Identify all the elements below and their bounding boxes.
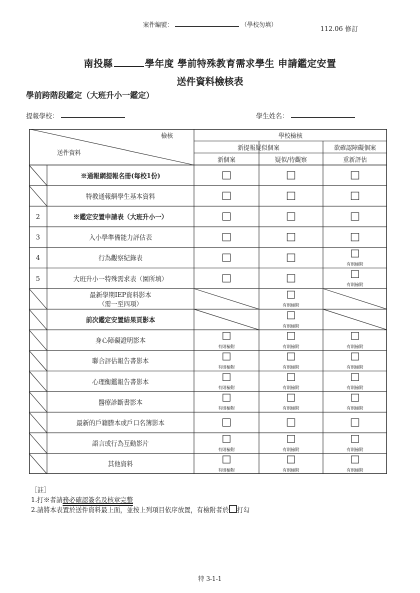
checkbox[interactable]	[223, 233, 231, 241]
attach-if-available-label: 有則檢附	[346, 282, 364, 288]
attach-if-available-label: 有則檢附	[282, 323, 300, 329]
row-number: 3	[35, 233, 41, 242]
row-document-name: 最新學期IEP資料影本	[89, 291, 152, 299]
checkbox[interactable]	[351, 435, 358, 442]
case-number-note: （學校勿填）	[241, 22, 278, 29]
form-title	[0, 56, 420, 70]
stage-heading: 學前跨階段鑑定（大班升小一鑑定）	[26, 90, 154, 100]
checkbox[interactable]	[223, 435, 230, 442]
checkbox[interactable]	[287, 394, 294, 401]
checkbox[interactable]	[287, 213, 295, 221]
notes-heading: ［註］	[31, 486, 51, 494]
row-document-name: 其他資料	[107, 461, 134, 469]
school-label: 提報學校：	[26, 112, 59, 120]
row-number-slash	[29, 330, 47, 351]
row-document-name: 行為觀察紀錄表	[98, 255, 143, 263]
attach-if-available-label: 有則檢附	[282, 343, 300, 349]
attach-if-available-label: 有則檢附	[218, 364, 235, 370]
checkbox[interactable]	[287, 254, 295, 262]
attach-if-available-label: 有則檢附	[282, 364, 300, 370]
revision-label: 112.06 修訂	[320, 25, 358, 33]
checkbox[interactable]	[223, 374, 230, 381]
checkbox[interactable]	[223, 353, 230, 360]
row-number-slash	[29, 412, 47, 433]
row-number-slash	[29, 433, 47, 454]
note-1	[31, 495, 250, 505]
row-document-name: 身心障礙證明影本	[95, 337, 146, 345]
attach-if-available-label: 有則檢附	[218, 405, 235, 411]
header-school-check: 學校檢核	[278, 133, 303, 140]
checkbox[interactable]	[351, 353, 358, 360]
row-document-note: （需一至四項）	[98, 300, 143, 308]
attach-if-available-label: 有則檢附	[346, 364, 364, 370]
checkbox[interactable]	[223, 172, 231, 180]
attach-if-available-label: 有則檢附	[346, 446, 364, 452]
checkbox[interactable]	[287, 374, 294, 381]
checkbox[interactable]	[287, 192, 295, 200]
note-2	[31, 505, 250, 515]
attach-if-available-label: 有則檢附	[346, 405, 364, 411]
attach-if-available-label: 有則檢附	[282, 405, 300, 411]
row-number-slash	[29, 309, 47, 330]
row-document-name: 醫療診斷書影本	[98, 399, 143, 407]
header-docs-label: 送件資料	[56, 150, 82, 157]
checkbox[interactable]	[351, 271, 358, 278]
checkbox[interactable]	[351, 456, 358, 463]
checkbox[interactable]	[351, 332, 358, 339]
checkbox[interactable]	[351, 192, 359, 200]
attach-if-available-label: 有則檢附	[346, 385, 364, 391]
checkbox[interactable]	[287, 172, 295, 180]
attach-if-available-label: 有則檢附	[218, 385, 235, 391]
row-document-name: 入小學準備能力評估表	[89, 234, 152, 242]
attach-if-available-label: 有則檢附	[282, 385, 300, 391]
title-county: 南投縣	[83, 59, 113, 70]
row-number-slash	[29, 186, 47, 207]
checkbox[interactable]	[287, 291, 294, 298]
cell-not-applicable-slash	[323, 309, 387, 330]
checkbox[interactable]	[287, 312, 294, 319]
row-document-name: 大班升小一特殊需求表（園所填）	[73, 275, 168, 283]
student-field	[256, 111, 355, 120]
checkbox[interactable]	[351, 213, 359, 221]
checkbox[interactable]	[351, 374, 358, 381]
row-number: 2	[35, 213, 41, 221]
checkbox[interactable]	[223, 192, 231, 200]
row-document-name: 心理衡鑑報告書影本	[92, 378, 149, 386]
attach-if-available-label: 有則檢附	[282, 467, 300, 473]
checkbox[interactable]	[223, 275, 231, 283]
checkbox[interactable]	[287, 332, 294, 339]
attach-if-available-label: 有則檢附	[282, 302, 300, 308]
student-label: 學生姓名：	[256, 112, 289, 120]
checkbox[interactable]	[287, 353, 294, 360]
row-number-slash	[29, 453, 47, 474]
form-subtitle: 送件資料檢核表	[176, 77, 244, 88]
attach-if-available-label: 有則檢附	[218, 467, 235, 473]
note-1-text: 1.打※者請	[31, 496, 63, 504]
school-field	[26, 111, 125, 120]
checkbox-icon	[229, 505, 237, 513]
checkbox[interactable]	[223, 456, 230, 463]
attach-if-available-label: 有則檢附	[346, 261, 364, 267]
header-col-reeval: 重新評估	[342, 157, 368, 164]
note-1-emphasis: 務必確認簽名及核章完整	[62, 496, 133, 504]
checkbox[interactable]	[287, 456, 294, 463]
case-number-label: 案件編號：	[142, 22, 173, 29]
title-rest: 學年度 學前特殊教育需求學生 申請鑑定安置	[144, 59, 337, 70]
checkbox[interactable]	[287, 435, 294, 442]
header-col-doubt: 疑似/待觀察	[274, 157, 308, 164]
checkbox[interactable]	[223, 419, 231, 427]
row-document-name: 前次鑑定安置結果頁影本	[85, 317, 156, 324]
header-group-confirm: 欲確認障礙個案	[333, 145, 377, 152]
cell-not-applicable-slash	[194, 289, 259, 310]
checkbox[interactable]	[223, 394, 230, 401]
header-check-label: 檢核	[160, 133, 174, 140]
checkbox[interactable]	[223, 332, 230, 339]
row-number: 5	[35, 274, 41, 283]
attach-if-available-label: 有則檢附	[218, 343, 235, 349]
notes-section	[31, 485, 250, 515]
checkbox[interactable]	[351, 394, 358, 401]
header-col-new: 新個案	[217, 157, 236, 164]
note-2-text: 2.請將本表置於送件資料最上面，並按上列項目依序放置，有檢附者於	[31, 506, 229, 514]
row-document-name: ※鑑定安置申請表（大班升小一）	[73, 214, 168, 221]
row-number-slash	[29, 371, 47, 392]
row-document-name: 聯合評估報告書影本	[92, 358, 149, 366]
header-group-new: 新提報疑似個案	[237, 145, 280, 152]
note-2-suffix: 打勾	[236, 506, 250, 514]
checkbox[interactable]	[351, 233, 359, 241]
cell-not-applicable-slash	[323, 289, 387, 310]
checkbox[interactable]	[287, 233, 295, 241]
row-document-name: 最新的戶籍謄本或戶口名簿影本	[76, 420, 165, 427]
row-number-slash	[29, 289, 47, 310]
checkbox[interactable]	[351, 250, 358, 257]
row-number-slash	[29, 165, 47, 186]
row-document-name: 語言或行為互動影片	[92, 440, 149, 448]
attach-if-available-label: 有則檢附	[218, 446, 235, 452]
case-number-field[interactable]	[175, 20, 239, 27]
row-number: 4	[35, 254, 41, 263]
row-document-name: 特教通報網學生基本資料	[85, 193, 156, 201]
row-document-name: ※通報網提報名冊(每校1份)	[80, 172, 161, 180]
checkbox[interactable]	[351, 172, 359, 180]
school-year-blank[interactable]	[114, 58, 144, 67]
attach-if-available-label: 有則檢附	[346, 467, 364, 473]
cell-not-applicable-slash	[194, 309, 259, 330]
checklist-table	[29, 129, 387, 474]
checkbox[interactable]	[223, 254, 231, 262]
attach-if-available-label: 有則檢附	[282, 446, 300, 452]
checkbox[interactable]	[351, 419, 359, 427]
checkbox[interactable]	[287, 275, 295, 283]
checkbox[interactable]	[287, 419, 295, 427]
checkbox[interactable]	[223, 213, 231, 221]
student-input[interactable]	[291, 111, 355, 118]
row-number-slash	[29, 392, 47, 413]
attach-if-available-label: 有則檢附	[346, 343, 364, 349]
row-number-slash	[29, 350, 47, 371]
school-input[interactable]	[61, 111, 125, 118]
page-footer: 特 3-1-1	[198, 576, 222, 583]
